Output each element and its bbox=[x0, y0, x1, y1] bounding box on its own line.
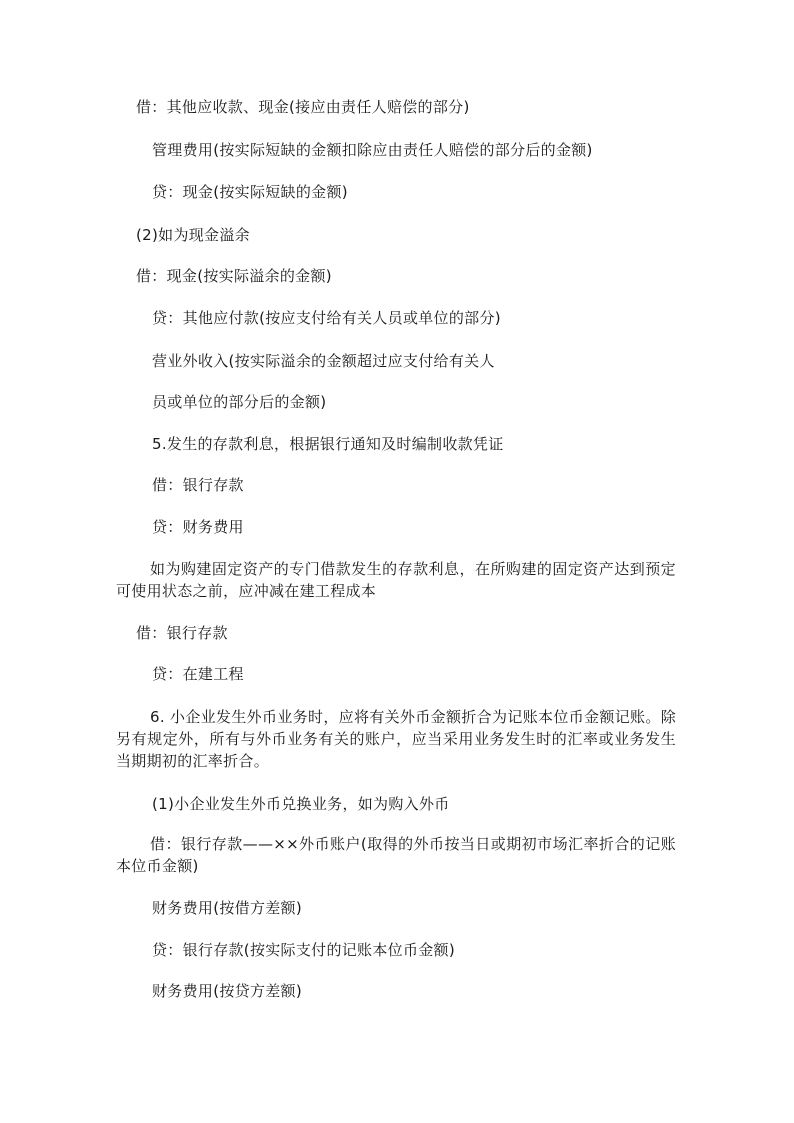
entry-financial-expense-credit: 财务费用(按贷方差额) bbox=[152, 982, 303, 1000]
paragraph-foreign-currency: 6. 小企业发生外币业务时，应将有关外币金额折合为记账本位币金额记账。除另有规定外，所有与外币业务有关的账户，应当采用业务发生时的汇率或业务发生当期期初的汇率折合。 bbox=[116, 708, 676, 770]
entry-debit-bank-deposit-2: 借：银行存款 bbox=[136, 624, 228, 642]
entry-credit-financial-expense: 贷：财务费用 bbox=[152, 518, 244, 536]
paragraph-construction-interest: 如为购建固定资产的专门借款发生的存款利息，在所购建的固定资产达到预定可使用状态之前，应冲减在建工程成本 bbox=[116, 560, 676, 600]
entry-non-operating-income: 营业外收入(按实际溢余的金额超过应支付给有关人 bbox=[152, 352, 495, 370]
heading-deposit-interest: 5.发生的存款利息，根据银行通知及时编制收款凭证 bbox=[152, 435, 504, 453]
entry-debit-other-receivables: 借：其他应收款、现金(接应由责任人赔偿的部分) bbox=[136, 98, 470, 116]
paragraph-debit-foreign-account: 借：银行存款——××外币账户(取得的外币按当日或期初市场汇率折合的记账本位币金额) bbox=[116, 835, 676, 875]
entry-credit-bank-deposit: 贷：银行存款(按实际支付的记账本位币金额) bbox=[152, 941, 456, 959]
entry-financial-expense-debit: 财务费用(按借方差额) bbox=[152, 899, 303, 917]
entry-credit-cash-shortage: 贷：现金(按实际短缺的金额) bbox=[152, 183, 348, 201]
entry-debit-cash-surplus: 借：现金(按实际溢余的金额) bbox=[136, 267, 332, 285]
heading-foreign-exchange: (1)小企业发生外币兑换业务，如为购入外币 bbox=[152, 795, 450, 813]
entry-management-expense: 管理费用(按实际短缺的金额扣除应由责任人赔偿的部分后的金额) bbox=[152, 141, 593, 159]
entry-debit-bank-deposit: 借：银行存款 bbox=[152, 476, 244, 494]
entry-non-operating-income-cont: 员或单位的部分后的金额) bbox=[152, 393, 327, 411]
entry-credit-other-payables: 贷：其他应付款(按应支付给有关人员或单位的部分) bbox=[152, 309, 501, 327]
entry-credit-construction: 贷：在建工程 bbox=[152, 665, 244, 683]
heading-cash-surplus: (2)如为现金溢余 bbox=[136, 226, 250, 244]
